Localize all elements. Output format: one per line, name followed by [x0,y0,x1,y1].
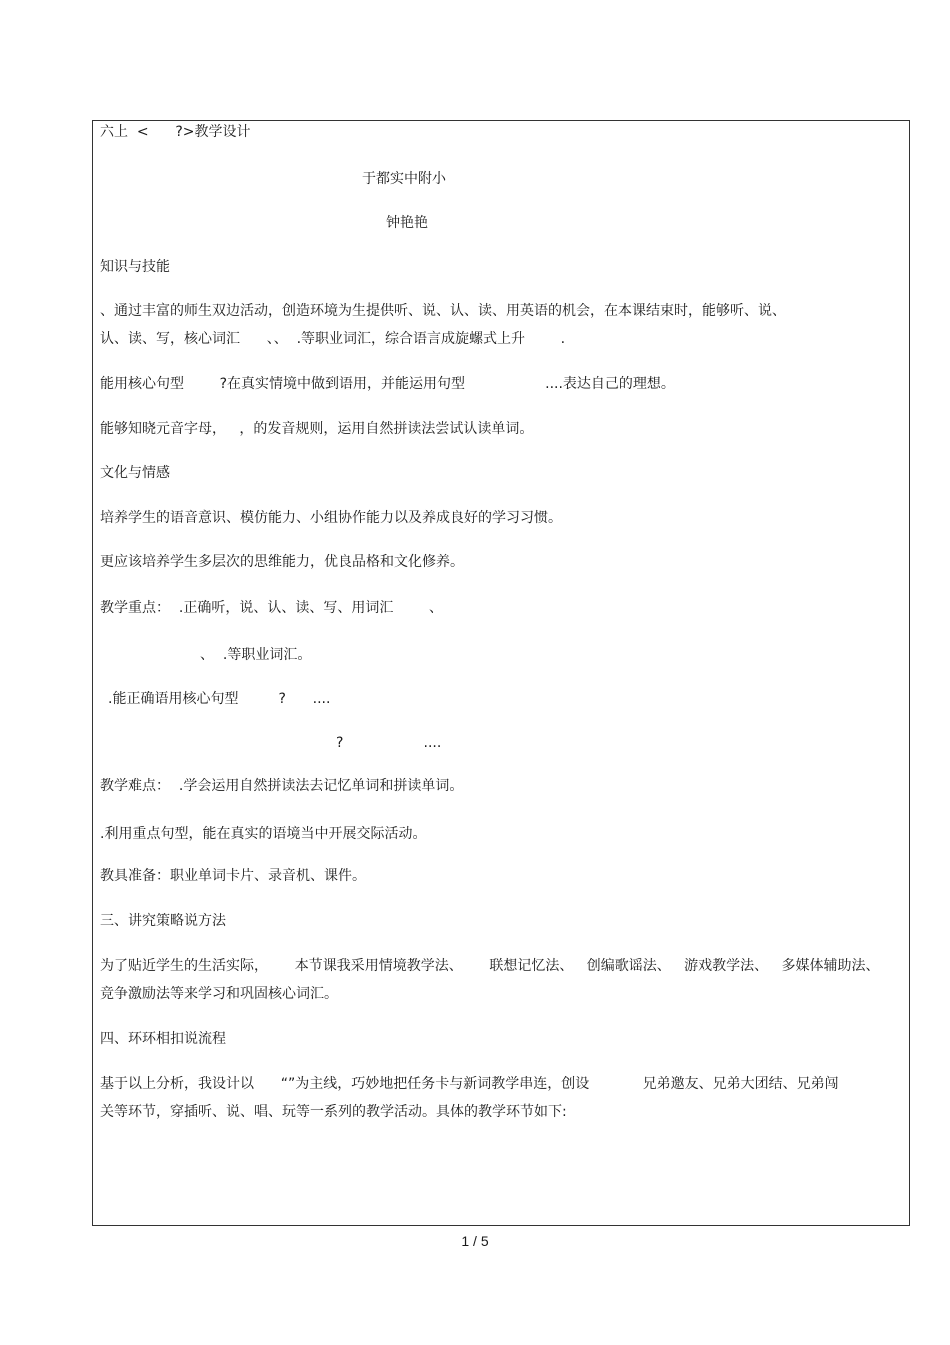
document-title: 六上 < ?>教学设计 [100,124,251,140]
knowledge-paragraph-3: 能够知晓元音字母， ，的发音规则，运用自然拼读法尝试认读单词。 [100,421,534,437]
strategy-heading: 三、讲究策略说方法 [100,913,226,929]
document-frame [92,120,910,1226]
culture-paragraph-1: 培养学生的语音意识、模仿能力、小组协作能力以及养成良好的学习习惯。 [100,510,562,526]
difficulty-line-1: 教学难点： .学会运用自然拼读法去记忆单词和拼读单词。 [100,778,464,794]
author-name: 钟艳艳 [386,215,428,231]
key-points-line-1: 教学重点： .正确听，说、认、读、写、用词汇 、 [100,600,443,616]
strategy-line-2: 竞争激励法等来学习和巩固核心词汇。 [100,986,338,1002]
strategy-line-1: 为了贴近学生的生活实际， 本节课我采用情境教学法、 联想记忆法、 创编歌谣法、 游戏教学法、 多媒体辅助法、 [100,958,880,974]
page-number: 1 / 5 [461,1233,489,1249]
knowledge-paragraph-1-line-2: 认、读、写，核心词汇 、、 .等职业词汇，综合语言成旋螺式上升 . [100,331,566,347]
process-line-2: 关等环节，穿插听、说、唱、玩等一系列的教学活动。具体的教学环节如下: [100,1104,567,1120]
knowledge-heading: 知识与技能 [100,259,170,275]
knowledge-paragraph-2: 能用核心句型 ?在真实情境中做到语用，并能运用句型 ....表达自己的理想。 [100,376,675,392]
key-points-line-4: ? .... [336,735,442,751]
key-points-line-2: 、 .等职业词汇。 [200,647,312,663]
process-line-1: 基于以上分析，我设计以 “”为主线，巧妙地把任务卡与新词教学串连，创设 兄弟邀友、兄弟大团结、兄弟闯 [100,1076,839,1092]
culture-heading: 文化与情感 [100,465,170,481]
knowledge-paragraph-1-line-1: 、通过丰富的师生双边活动，创造环境为生提供听、说、认、读、用英语的机会，在本课结束时，能够听、说、 [100,303,786,319]
key-points-line-3: .能正确语用核心句型 ? .... [108,691,331,707]
process-heading: 四、环环相扣说流程 [100,1031,226,1047]
school-name: 于都实中附小 [362,171,446,187]
materials-line: 教具准备：职业单词卡片、录音机、课件。 [100,868,366,884]
culture-paragraph-2: 更应该培养学生多层次的思维能力，优良品格和文化修养。 [100,554,464,570]
difficulty-line-2: .利用重点句型，能在真实的语境当中开展交际活动。 [100,826,427,842]
